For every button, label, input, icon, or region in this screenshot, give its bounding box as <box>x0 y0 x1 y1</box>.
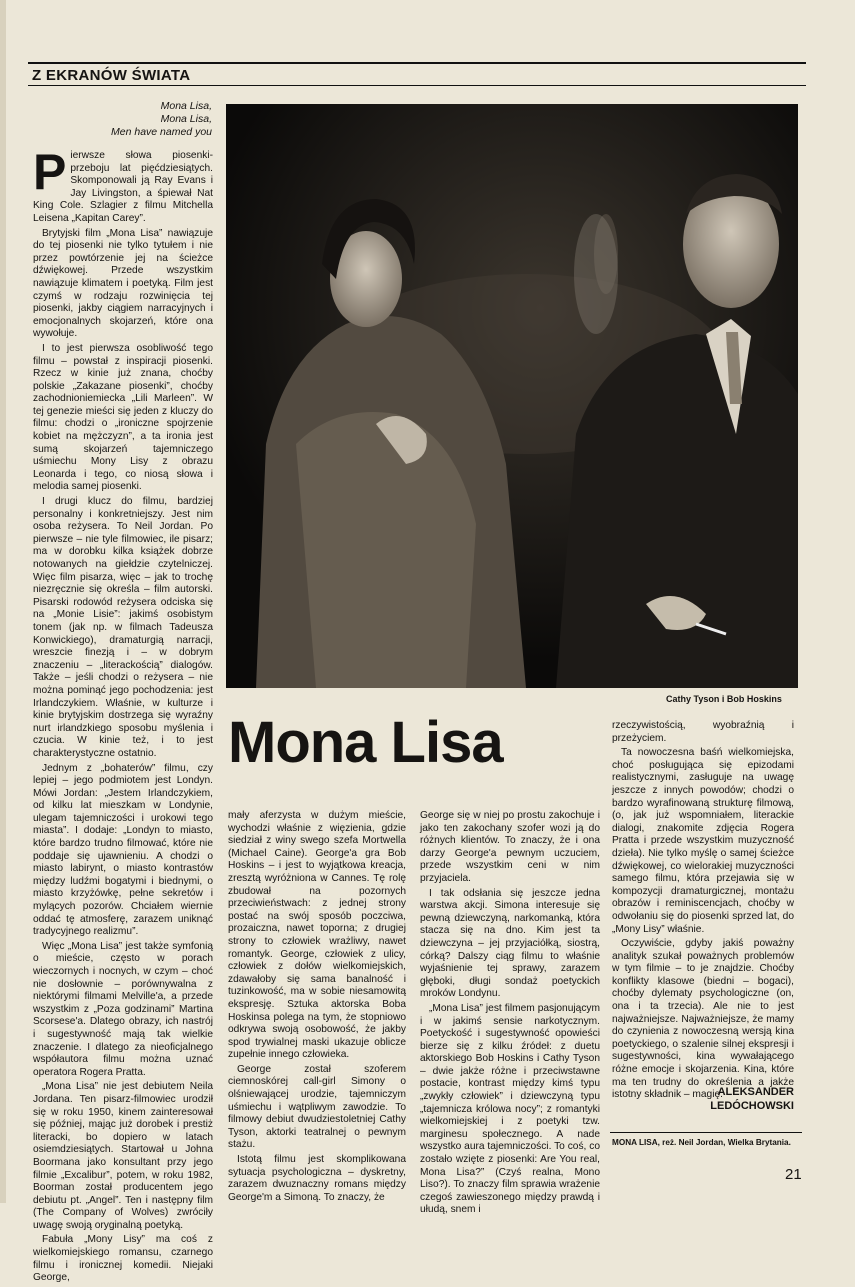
paragraph: mały aferzysta w dużym mieście, wychodzi właśnie z więzienia, gdzie siedział z winy swego szefa Mortwella (Michael Caine). George'a gra Bob Hoskins – i jest to wyjątkowa kreacja, zresztą wyróżniona w Cannes. Tę rolę zbudował na pozornych przeciwieństwach: z jednej strony postać na swój sposób poczciwa, prozaiczna, nawet toporna; z drugiej strony to człowiek wrażliwy, nawet romantyk. George, człowiek z ulicy, człowiek z dołów wielkomiejskich, zdawałoby się sama banalność i tuzinkowość, ma w sobie niesamowitą ekspresję. Sztuka aktorska Boba Hoskinsa polega na tym, że stopniowo odkrywa swoją osobowość, że jakby spod trywialnej maski ukazuje oblicze zupełnie innego człowieka. <box>228 810 406 1061</box>
epigraph <box>100 100 212 138</box>
paragraph: Brytyjski film „Mona Lisa” nawiązuje do tej piosenki nie tylko tytułem i nie przez powtórzenie jej na ścieżce dźwiękowej. Przede wszystkim nawiązuje klimatem i poetyką. Film jest czymś w rodzaju rozwinięcia tej piosenki, jakby ciągiem narracyjnych i emocjonalnych skojarzeń, które ona wywołuje. <box>33 227 213 340</box>
author-signature <box>612 1085 794 1113</box>
film-credits: MONA LISA, reż. Neil Jordan, Wielka Brytania. <box>612 1138 791 1147</box>
paragraph: George został szoferem ciemnoskórej call-girl Simony o olśniewającej urodzie, tajemniczym uśmiechu i wątpliwym zawodzie. To filmowy debiut dwudziestoletniej Cathy Tyson, aktorki teatralnej o pewnym stażu. <box>228 1063 406 1151</box>
paragraph: Więc „Mona Lisa” jest także symfonią o mieście, często w porach wieczornych i nocnych, w czym – choć nie dosłownie – porównywalna z niektórymi filmami Melville'a, a przede wszystkim z „Poza godzinami” Martina Scorsese'a. Dlatego obrazy, ich nastrój i sugestywność mają tak wielkie znaczenie. I dlatego za nieoficjalnego współautora filmu można uznać operatora Rogera Pratta. <box>33 940 213 1078</box>
paragraph: Oczywiście, gdyby jakiś poważny analityk szukał poważnych problemów w tym filmie – to je znajdzie. Choćby konflikty klasowe (biedni – bogaci), choćby dylematy psychologiczne (on, ona i ta trzecia). Ale nie to jest najważniejsze. Najważniejsze, że mamy do czynienia z nowoczesną wersją kina poetyckiego, o szalenie silnej ekspresji i sugestywności, kina wywałającego różne emocje i skojarzenia. Kina, które ma ten trudny do określenia a jakże istotny składnik – magię. <box>612 938 794 1101</box>
header-underline <box>28 85 806 86</box>
article-title: Mona Lisa <box>228 710 503 775</box>
epigraph-line: Men have named you <box>111 125 212 138</box>
paragraph: Istotą filmu jest skomplikowana sytuacja psychologiczna – dyskretny, zarazem dwuznaczny romans między George'm a Simoną. To znaczy, że <box>228 1154 406 1203</box>
paragraph: rzeczywistością, wyobraźnią i przeżyciem. <box>612 720 794 744</box>
film-still-photo <box>226 104 798 688</box>
section-heading: Z EKRANÓW ŚWIATA <box>32 67 191 84</box>
author-last-name: LEDÓCHOWSKI <box>710 1100 794 1112</box>
article-column-4 <box>612 720 794 1104</box>
photo-caption: Cathy Tyson i Bob Hoskins <box>666 694 782 704</box>
photo-illustration <box>226 104 798 688</box>
article-column-1 <box>33 144 213 1287</box>
paragraph: George się w niej po prostu zakochuje i jako ten zakochany szofer wozi ją do różnych klientów. To znaczy, że i ona darzy George'a pewnym uczuciem, przede wszystkim ceni w nim przyjaciela. <box>420 810 600 884</box>
page-number: 21 <box>785 1166 802 1183</box>
article-column-3 <box>420 810 600 1219</box>
credits-rule <box>610 1132 802 1133</box>
paragraph: Fabuła „Mony Lisy” ma coś z wielkomiejskiego romansu, czarnego filmu i ironicznej komedii. Niejaki George, <box>33 1234 213 1284</box>
binding-edge <box>0 0 6 1203</box>
paragraph: I drugi klucz do filmu, bardziej personalny i konkretniejszy. Jest nim osoba reżysera. To Neil Jordan. Po pierwsze – nie tyle filmowiec, ile pisarz; ma w dorobku kilka książek dobrze notowanych na giełdzie czytelniczej. Więc film pisarza, więc – jak to trochę niezręcznie się określa – film autorski. Pisarski rodowód reżysera odciska się na „Monie Lisie”: jakimś osobistym tonem (jak np. w filmach Tadeusza Konwickiego), dramaturgią narracji, wreszcie finezją i – w dobrym znaczeniu – „literackością” dialogów. Także – jeśli chodzi o reżysera – nie można pominąć jego pochodzenia: jest Irlandczykiem. Właśnie, w kulturze i kinie brytyjskim dostrzega się wyraźny nurt irlandzkiego sposobu myślenia i czucia. W kinie też, i to jest charakterystyczne ostatnio. <box>33 496 213 759</box>
article-column-2 <box>228 810 406 1206</box>
paragraph: Pierwsze słowa piosenki-przeboju lat pięćdziesiątych. Skomponowali ją Ray Evans i Jay Livingston, a śpiewał Nat King Cole. Szlagier z filmu Mitchella Leisena „Kapitan Carey”. <box>33 144 213 224</box>
paragraph: I to jest pierwsza osobliwość tego filmu – powstał z inspiracji piosenki. Rzecz w kinie już znana, choćby polskie „Zakazane piosenki”, choćby zachodnioniemiecka „Lili Marleen”. W tej genezie mieści się jeden z kluczy do filmu: chodzi o „ironiczne spojrzenie kobiet na mężczyzn”, a ta ironia jest sumą skojarzeń tajemniczego uśmiechu Mony Lisy z obrazu Leonarda i tego, co niosą słowa i melodia samej piosenki. <box>33 342 213 493</box>
paragraph: Ta nowoczesna baśń wielkomiejska, choć posługująca się epizodami realistycznymi, zasługuje na uwagę jeszcze z innych powodów; chodzi o bardzo wyrafinowaną strukturę filmową, (o, jak już wspomniałem, literackie dialogi, znakomite zdjęcia Rogera Pratta i przede wszystkim muzyczność dzieła). Nie tylko myślę o samej ścieżce dźwiękowej, co wielorakiej muzyczności samego filmu, która przejawia się w kompozycji dramaturgicznej, montażu obrazów i reminiscencjach, choćby w odwołaniu się do piosenki sprzed lat, do „Mony Lisy” właśnie. <box>612 747 794 935</box>
epigraph-line: Mona Lisa, <box>160 112 212 125</box>
header-rule <box>28 62 806 64</box>
paragraph: „Mona Lisa” nie jest debiutem Neila Jordana. Ten pisarz-filmowiec urodził się w roku 1950, kinem zainteresował się później, mając już dorobek i prestiż literacki, bo dopiero w latach osiemdziesiątych. Startował u Johna Boormana jako konsultant przy jego filmie „Excalibur”, potem, w roku 1982, Boorman został producentem jego debiutu pt. „Angel”. Ten i następny film (The Company of Wolves) zwróciły uwagę swoją oryginalną poetyką. <box>33 1081 213 1231</box>
author-first-name: ALEKSANDER <box>717 1086 794 1098</box>
paragraph: Jednym z „bohaterów” filmu, czy lepiej – jego podmiotem jest Londyn. Mówi Jordan: „Jestem Irlandczykiem, od kilku lat mieszkam w Londynie, ulegam tajemniczości i urokowi tego miasta”. I dodaje: „Londyn to miasto, które bardzo trudno filmować, które nie poddaje się ujawnieniu. A chodzi o miasto labirynt, o miasto kontrastów między ludźmi bogatymi i biednymi, o miasto krzyżówkę, pełne sekretów i mylących pozorów. Chciałem wiernie oddać tę atmosferę, zarazem uniknąć tradycyjnego realizmu”. <box>33 762 213 938</box>
drop-cap: P <box>33 144 67 200</box>
paragraph: I tak odsłania się jeszcze jedna warstwa akcji. Simona interesuje się pewną dziewczyną, narkomanką, która stacza się na dno. Kim jest ta dziewczyna – jej przyjaciółką, siostrą, córką? Dalszy ciąg filmu to właśnie wyjaśnienie tej sprawy, zarazem głęboki, długi sondaż poetyckich mroków Londynu. <box>420 887 600 1000</box>
epigraph-line: Mona Lisa, <box>160 100 212 112</box>
paragraph: „Mona Lisa” jest filmem pasjonującym i w jakimś sensie narkotycznym. Poetyckość i sugestywność opowieści bierze się z kilku źródeł: z duetu aktorskiego Bob Hoskins i Cathy Tyson – dwie jakże różne i przeciwstawne postacie, kontrast między kimś typu „zwykły człowiek” i dziewczyną typu „tajemnicza królowa nocy”; z romantyki wielkomiejskiej i z poetyki tzw. marginesu społecznego. A nade wszystko aura tajemniczości. To coś, co zostało wzięte z piosenki: Are You real, Mona Lisa?” (Czyś realna, Mono Liso?). To znaczy film sprawia wrażenie czegoś zawieszonego między prawdą i ułudą, snem i <box>420 1002 600 1216</box>
